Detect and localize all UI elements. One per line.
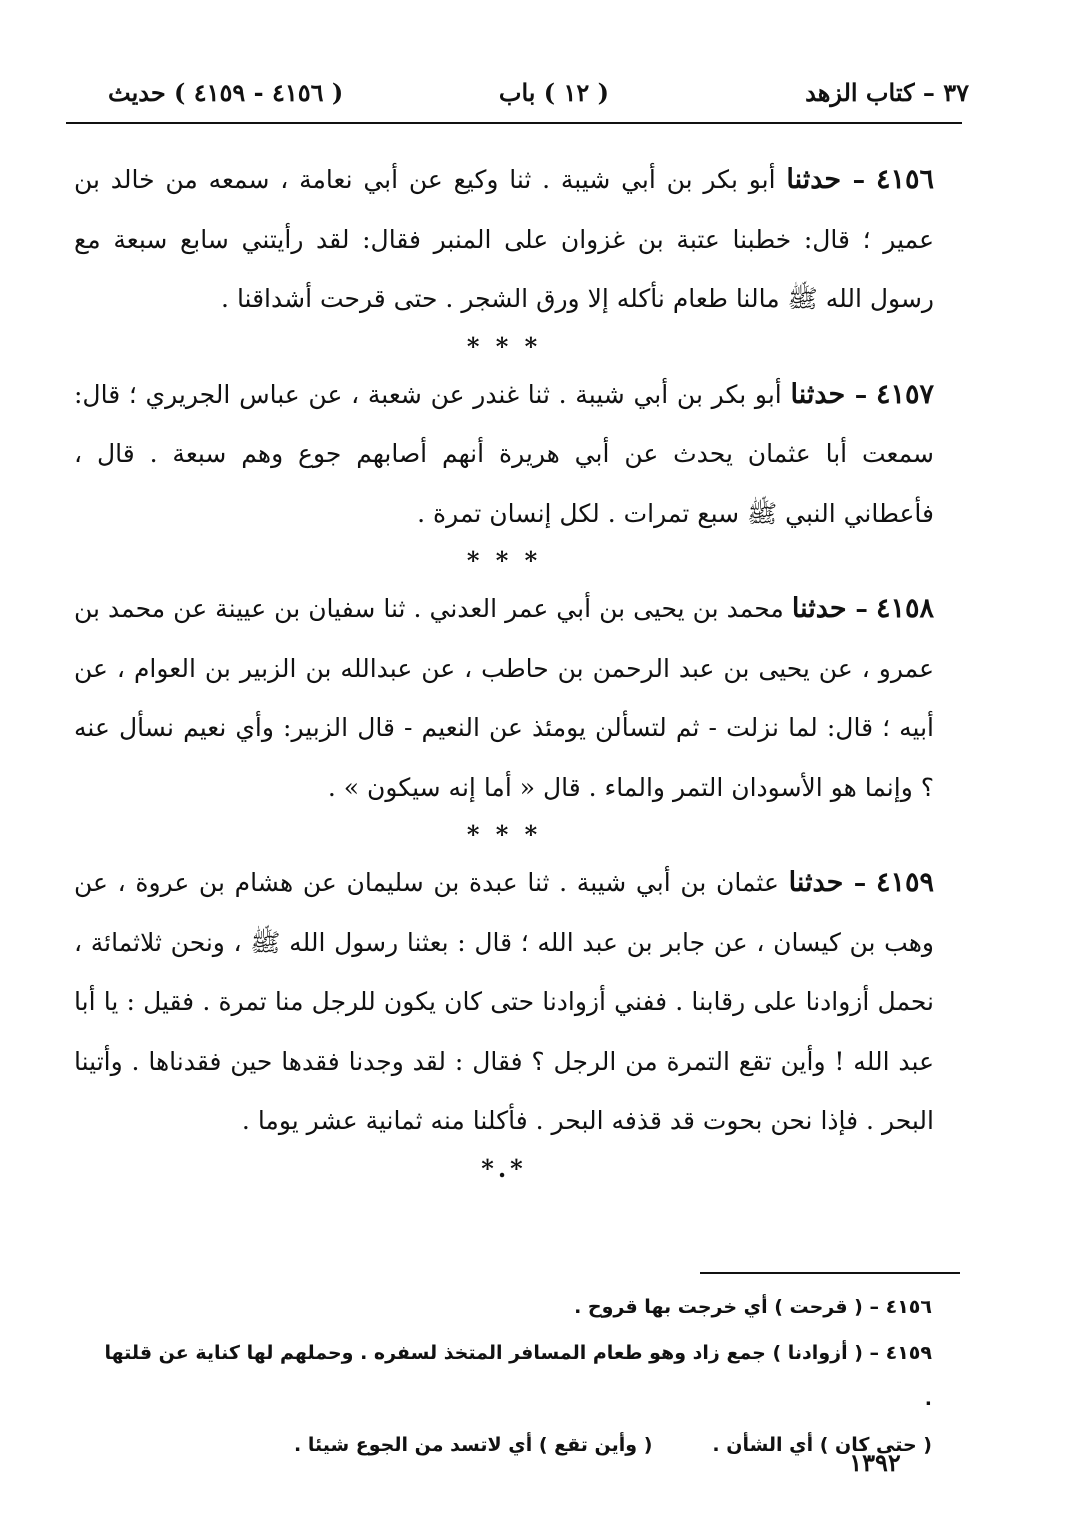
header-rule [66,122,962,124]
footnote-gloss: ( حتى كان ) أي الشأن . [712,1434,932,1456]
header-book-title: ٣٧ – كتاب الزهد [805,78,969,107]
hadith-opener: حدثنا [788,867,844,898]
hadith-opener: حدثنا [786,164,842,195]
page-number: ١٣٩٢ [849,1448,901,1477]
hadith-opener: حدثنا [791,593,847,624]
hadith-4156: ٤١٥٦ – حدثنا أبو بكر بن أبي شيبة . ثنا وكيع عن أبي نعامة ، سمعه من خالد بن عمير ؛ قال: خطبنا عتبة بن غزوان على المنبر فقال: لقد رأيتني سابع سبعة مع رسول الله ﷺ مالنا طعام نأكله إلا ورق الشجر . حتى قرحت أشداقنا . [74,164,934,313]
main-text [74,150,934,1187]
header-hadith-range: ( ٤١٥٦ - ٤١٥٩ ) حديث [108,78,344,107]
hadith-number: ٤١٥٨ [875,593,934,624]
hadith-number: ٤١٥٦ [875,164,934,195]
hadith-4157: ٤١٥٧ – حدثنا أبو بكر بن أبي شيبة . ثنا غندر عن شعبة ، عن عباس الجريري ؛ قال: سمعت أبا عثمان يحدث عن أبي هريرة أنهم أصابهم جوع وهم سبعة . قال ، فأعطاني النبي ﷺ سبع تمرات . لكل إنسان تمرة . [74,378,934,528]
hadith-number: ٤١٥٧ [875,378,934,410]
hadith-text: عثمان بن أبي شيبة . ثنا عبدة بن سليمان عن هشام بن عروة ، عن وهب بن كيسان ، عن جابر بن عبد الله ؛ قال : بعثنا رسول الله ﷺ ، ونحن ثلاثمائة ، نحمل أزوادنا على رقابنا . ففني أزوادنا حتى كان يكون للرجل منا تمرة . فقيل : يا أبا عبد الله ! وأين تقع التمرة من الرجل ؟ فقال : لقد وجدنا فقدها حين فقدناها . وأتينا البحر . فإذا نحن بحوت قد قذفه البحر . فأكلنا منه ثمانية عشر يوما . [74,868,934,1135]
footnote-4159-glosses [100,1422,932,1468]
footnote-rule [700,1272,960,1274]
separator: * * * [466,331,542,361]
hadith-number: ٤١٥٩ [875,867,934,898]
hadith-text: أبو بكر بن أبي شيبة . ثنا غندر عن شعبة ، عن عباس الجريري ؛ قال: سمعت أبا عثمان يحدث عن أبي هريرة أنهم أصابهم جوع وهم سبعة . قال ، فأعطاني النبي ﷺ سبع تمرات . لكل إنسان تمرة . [74,379,934,528]
footnote-4156: ٤١٥٦ – ( قرحت ) أي خرجت بها قروح . [574,1296,932,1318]
footnotes [100,1284,932,1468]
footnote-4159: ٤١٥٩ – ( أزوادنا ) جمع زاد وهو طعام المسافر المتخذ لسفره . وحملهم لها كناية عن قلتها . [104,1342,932,1410]
hadith-text: أبو بكر بن أبي شيبة . ثنا وكيع عن أبي نعامة ، سمعه من خالد بن عمير ؛ قال: خطبنا عتبة بن غزوان على المنبر فقال: لقد رأيتني سابع سبعة مع رسول الله ﷺ مالنا طعام نأكله إلا ورق الشجر . حتى قرحت أشداقنا . [74,165,934,313]
hadith-4159: ٤١٥٩ – حدثنا عثمان بن أبي شيبة . ثنا عبدة بن سليمان عن هشام بن عروة ، عن وهب بن كيسان ، عن جابر بن عبد الله ؛ قال : بعثنا رسول الله ﷺ ، ونحن ثلاثمائة ، نحمل أزوادنا على رقابنا . ففني أزوادنا حتى كان يكون للرجل منا تمرة . فقيل : يا أبا عبد الله ! وأين تقع التمرة من الرجل ؟ فقال : لقد وجدنا فقدها حين فقدناها . وأتينا البحر . فإذا نحن بحوت قد قذفه البحر . فأكلنا منه ثمانية عشر يوما . [74,867,934,1135]
hadith-4158: ٤١٥٨ – حدثنا محمد بن يحيى بن أبي عمر العدني . ثنا سفيان بن عيينة عن محمد بن عمرو ، عن يحيى بن عبد الرحمن بن حاطب ، عن عبدالله بن الزبير بن العوام ، عن أبيه ؛ قال: لما نزلت - ثم لتسألن يومئذ عن النعيم - قال الزبير: وأي نعيم نسأل عنه ؟ وإنما هو الأسودان التمر والماء . قال « أما إنه سيكون » . [74,593,934,802]
hadith-opener: حدثنا [790,378,846,410]
footnote-gloss: ( وأين تقع ) أي لاتسد من الجوع شيئا . [293,1434,653,1456]
separator: * * * [466,820,542,849]
end-mark: *.* [481,1153,527,1183]
header-chapter: ( ١٢ ) باب [498,78,609,107]
separator: * * * [466,546,542,575]
running-header [68,78,969,120]
hadith-text: محمد بن يحيى بن أبي عمر العدني . ثنا سفيان بن عيينة عن محمد بن عمرو ، عن يحيى بن عبد الرحمن بن حاطب ، عن عبدالله بن الزبير بن العوام ، عن أبيه ؛ قال: لما نزلت - ثم لتسألن يومئذ عن النعيم - قال الزبير: وأي نعيم نسأل عنه ؟ وإنما هو الأسودان التمر والماء . قال « أما إنه سيكون » . [74,594,934,802]
